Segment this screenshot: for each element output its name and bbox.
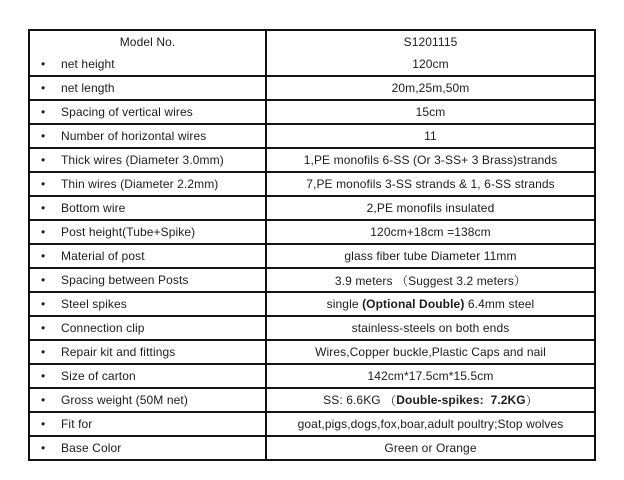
row-value-bold-segment: Double-spikes: 7.2KG bbox=[396, 393, 526, 407]
row-value-segment: 20m,25m,50m bbox=[391, 81, 470, 95]
row-label: Connection clip bbox=[61, 321, 145, 335]
bullet-icon: • bbox=[41, 81, 46, 95]
row-label: Material of post bbox=[61, 249, 145, 263]
row-label: Thick wires (Diameter 3.0mm) bbox=[61, 153, 224, 167]
row-label: net length bbox=[61, 81, 115, 95]
table-row bbox=[30, 411, 594, 435]
row-value bbox=[267, 437, 594, 459]
row-label: Base Color bbox=[61, 441, 122, 455]
row-value bbox=[267, 269, 594, 291]
row-label-cell bbox=[30, 149, 267, 171]
bullet-icon: • bbox=[41, 345, 46, 359]
row-value-segment: 120cm bbox=[412, 57, 449, 71]
row-value bbox=[267, 413, 594, 435]
row-value bbox=[267, 149, 594, 171]
row-label-cell bbox=[30, 437, 267, 459]
row-label-cell bbox=[30, 245, 267, 267]
row-label: Repair kit and fittings bbox=[61, 345, 176, 359]
row-value-segment: 7,PE monofils 3-SS strands & 1, 6-SS strands bbox=[306, 177, 555, 191]
row-label: Number of horizontal wires bbox=[61, 129, 207, 143]
row-value-segment: stainless-steels on both ends bbox=[351, 321, 510, 335]
bullet-icon: • bbox=[41, 57, 46, 71]
bullet-icon: • bbox=[41, 225, 46, 239]
row-value bbox=[267, 389, 594, 411]
table-row bbox=[30, 315, 594, 339]
row-label: net height bbox=[61, 57, 115, 71]
bullet-icon: • bbox=[41, 393, 46, 407]
table-header-row bbox=[30, 31, 594, 53]
row-value-segment: 142cm*17.5cm*15.5cm bbox=[367, 369, 494, 383]
table-row bbox=[30, 147, 594, 171]
table-row bbox=[30, 243, 594, 267]
row-value-segment: 2,PE monofils insulated bbox=[366, 201, 495, 215]
row-label-cell bbox=[30, 101, 267, 123]
bullet-icon: • bbox=[41, 273, 46, 287]
bullet-icon: • bbox=[41, 369, 46, 383]
bullet-icon: • bbox=[41, 249, 46, 263]
row-label-cell bbox=[30, 317, 267, 339]
table-row bbox=[30, 195, 594, 219]
table-row bbox=[30, 267, 594, 291]
table-row bbox=[30, 75, 594, 99]
row-value-segment: 120cm+18cm =138cm bbox=[370, 225, 491, 239]
header-model-value: S1201115 bbox=[403, 35, 458, 49]
row-label: Thin wires (Diameter 2.2mm) bbox=[61, 177, 219, 191]
row-label-cell bbox=[30, 389, 267, 411]
row-label-cell bbox=[30, 293, 267, 315]
row-label-cell bbox=[30, 53, 267, 75]
row-value bbox=[267, 365, 594, 387]
table-row bbox=[30, 363, 594, 387]
row-label-cell bbox=[30, 269, 267, 291]
bullet-icon: • bbox=[41, 105, 46, 119]
bullet-icon: • bbox=[41, 129, 46, 143]
row-value-segment: 3.9 meters （Suggest 3.2 meters） bbox=[334, 273, 527, 288]
bullet-icon: • bbox=[41, 177, 46, 191]
bullet-icon: • bbox=[41, 321, 46, 335]
row-value-segment: single bbox=[326, 297, 363, 311]
row-value-segment: 6.4mm steel bbox=[464, 297, 535, 311]
spec-table bbox=[28, 29, 596, 461]
row-label-cell bbox=[30, 221, 267, 243]
row-value bbox=[267, 53, 594, 75]
row-label-cell bbox=[30, 341, 267, 363]
table-row bbox=[30, 387, 594, 411]
row-label-cell bbox=[30, 125, 267, 147]
row-label: Bottom wire bbox=[61, 201, 126, 215]
header-model-label-cell bbox=[30, 31, 267, 53]
row-label-cell bbox=[30, 173, 267, 195]
row-label: Fit for bbox=[61, 417, 93, 431]
table-row bbox=[30, 171, 594, 195]
bullet-icon: • bbox=[41, 153, 46, 167]
row-value-segment: ） bbox=[525, 393, 538, 408]
table-row bbox=[30, 123, 594, 147]
header-model-label: Model No. bbox=[119, 35, 176, 49]
row-label: Spacing of vertical wires bbox=[61, 105, 193, 119]
table-row bbox=[30, 219, 594, 243]
row-value-segment: 15cm bbox=[415, 105, 446, 119]
row-value bbox=[267, 221, 594, 243]
row-label: Gross weight (50M net) bbox=[61, 393, 188, 407]
row-value-segment: goat,pigs,dogs,fox,boar,adult poultry;Stop wolves bbox=[297, 417, 564, 431]
table-row bbox=[30, 53, 594, 75]
table-row bbox=[30, 291, 594, 315]
row-value-segment: Wires,Copper buckle,Plastic Caps and nail bbox=[315, 345, 546, 359]
header-model-value-cell bbox=[267, 31, 594, 53]
row-label-cell bbox=[30, 197, 267, 219]
table-row bbox=[30, 339, 594, 363]
row-value-segment: 11 bbox=[424, 129, 437, 143]
bullet-icon: • bbox=[41, 297, 46, 311]
row-label: Steel spikes bbox=[61, 297, 127, 311]
row-value bbox=[267, 317, 594, 339]
row-value-segment: glass fiber tube Diameter 11mm bbox=[344, 249, 517, 263]
row-value bbox=[267, 173, 594, 195]
row-value bbox=[267, 197, 594, 219]
row-value bbox=[267, 125, 594, 147]
bullet-icon: • bbox=[41, 201, 46, 215]
table-row bbox=[30, 435, 594, 459]
row-value-segment: 1,PE monofils 6-SS (Or 3-SS+ 3 Brass)strands bbox=[303, 153, 558, 167]
row-value bbox=[267, 245, 594, 267]
row-value bbox=[267, 77, 594, 99]
row-value-segment: （ bbox=[384, 393, 397, 408]
row-label: Size of carton bbox=[61, 369, 136, 383]
row-value bbox=[267, 293, 594, 315]
row-value bbox=[267, 341, 594, 363]
row-label-cell bbox=[30, 77, 267, 99]
row-label: Spacing between Posts bbox=[61, 273, 189, 287]
row-label-cell bbox=[30, 413, 267, 435]
table-row bbox=[30, 99, 594, 123]
row-label-cell bbox=[30, 365, 267, 387]
row-value-segment: Green or Orange bbox=[384, 441, 477, 455]
bullet-icon: • bbox=[41, 441, 46, 455]
row-value-segment: SS: 6.6KG bbox=[323, 393, 385, 407]
row-label: Post height(Tube+Spike) bbox=[61, 225, 196, 239]
bullet-icon: • bbox=[41, 417, 46, 431]
row-value-bold-segment: (Optional Double) bbox=[362, 297, 465, 311]
row-value bbox=[267, 101, 594, 123]
spec-table-rows bbox=[30, 53, 594, 459]
